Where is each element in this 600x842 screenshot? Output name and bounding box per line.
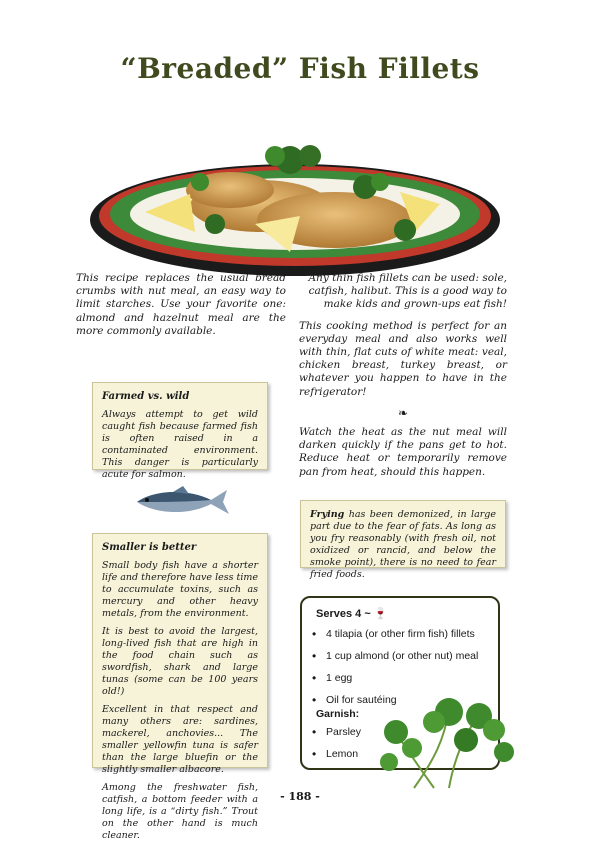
frying-box <box>300 500 506 580</box>
farmed-box-text: Always attempt to get wild caught fish because farmed fish is often raised in a contaminated environment. This danger is particularly acute for salmon. <box>102 409 258 480</box>
smaller-is-better-box <box>92 533 268 841</box>
intro-left-text: This recipe replaces the usual bread crumbs with nut meal, an easy way to limit starches. Use your favorite one: almond and hazelnut meal are the more commonly available. <box>76 272 286 337</box>
smaller-box-paragraph: Excellent in that respect and many others are: sardines, mackerel, anchovies... The smaller yellowfin tuna is safer than the large bluefin or the slightly smaller albacore. <box>102 704 258 775</box>
page-title <box>0 52 600 85</box>
parsley-illustration <box>374 690 524 790</box>
page-number: - 188 - <box>280 790 320 803</box>
title-text: “Breaded” Fish Fillets <box>120 52 480 85</box>
smaller-box-paragraph: Among the freshwater fish, catfish, a bottom feeder with a long life, is a “dirty fish.” Trout on the other hand is much cleaner. <box>102 782 258 841</box>
ingredient-item: • 1 cup almond (or other nut) meal <box>312 650 492 662</box>
garnish-label: Garnish: <box>316 708 360 720</box>
intro-left-column <box>76 272 286 346</box>
fleuron-icon: ❧ <box>397 405 409 420</box>
fish-illustration <box>133 482 231 520</box>
farmed-vs-wild-box <box>92 382 268 480</box>
heat-paragraph: Watch the heat as the nut meal will darken quickly if the pans get to hot. Reduce heat or temporarily remove pan from heat, should this happen. <box>299 426 507 478</box>
frying-box-lead: Frying <box>310 509 345 520</box>
farmed-box-heading: Farmed vs. wild <box>102 391 190 402</box>
garnish-item: • Lemon <box>312 748 492 760</box>
smaller-box-paragraph: It is best to avoid the largest, long-lived fish that are high in the food chain such as swordfish, shark and large tunas (some can be 100 years old!) <box>102 626 258 697</box>
ingredient-item: • 1 egg <box>312 672 492 684</box>
garnish-item: • Parsley <box>312 726 492 738</box>
intro-right-text: Any thin fish fillets can be used: sole, catfish, halibut. This is a good way to make kids and grown-ups eat fish! <box>308 272 507 311</box>
ingredient-item: • 4 tilapia (or other firm fish) fillets <box>312 628 492 640</box>
frying-box-text: has been demonized, in large part due to the fear of fats. As long as you fry reasonably (with fresh oil, not oxidized or rancid, and below the smoke point), there is no need to fear fried foods. <box>310 509 496 580</box>
dish-photo <box>85 132 505 282</box>
serves-header: Serves 4 ~ 🍷 <box>316 608 388 620</box>
smaller-box-paragraph: Small body fish have a shorter life and therefore have less time to accumulate toxins, such as mercury and other heavy metals, from the environment. <box>102 560 258 619</box>
ingredient-item: • Oil for sautéing <box>312 694 492 706</box>
method-paragraph: This cooking method is perfect for an everyday meal and also works well with thin, flat cuts of white meat: veal, chicken breast, turkey breast, or whatever you happen to have in the refrigerator! <box>299 319 507 398</box>
smaller-box-heading: Smaller is better <box>102 542 197 553</box>
right-column <box>299 272 507 487</box>
